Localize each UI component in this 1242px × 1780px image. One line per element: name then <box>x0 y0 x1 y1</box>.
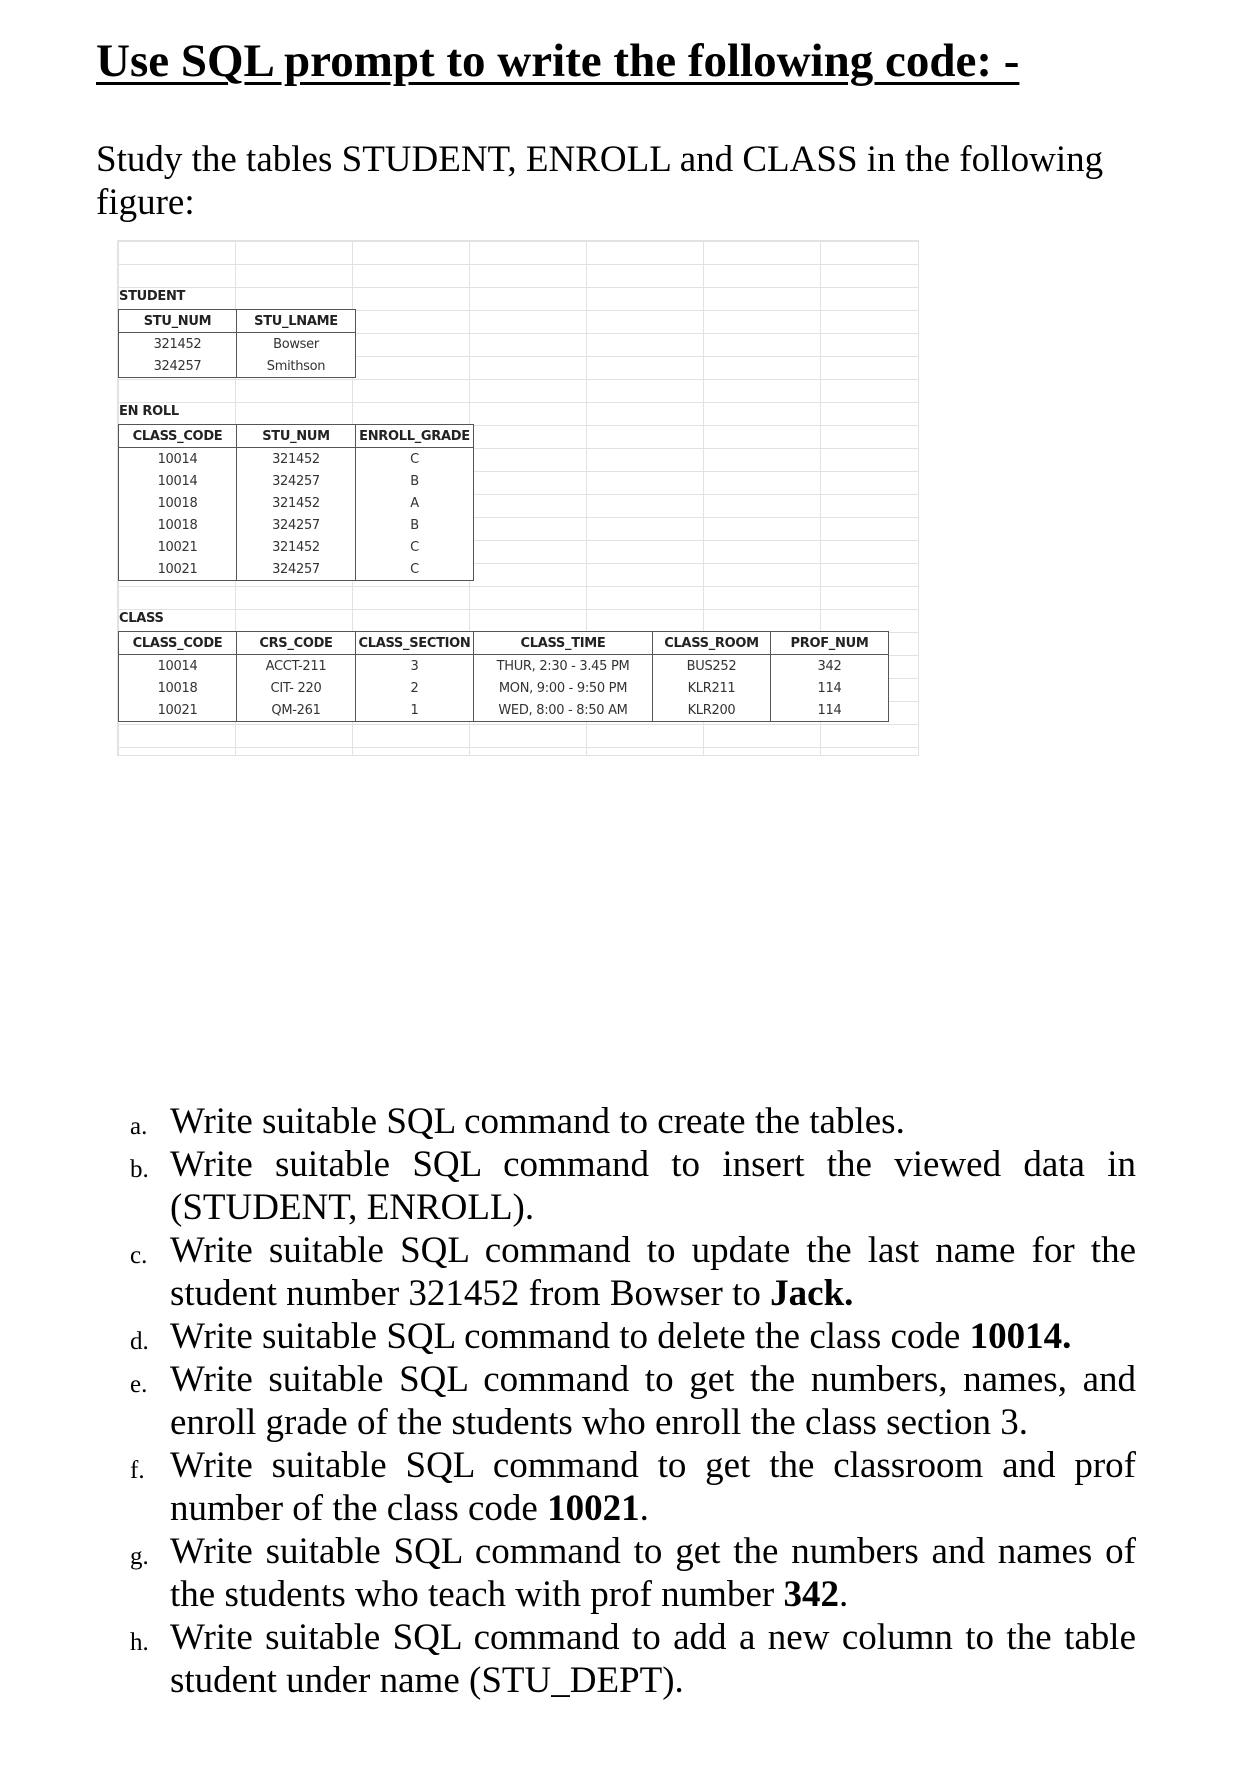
table-row <box>119 355 356 378</box>
intro-text: Study the tables STUDENT, ENROLL and CLASS in the following figure: <box>96 139 1104 223</box>
table-cell: 10021 <box>119 558 237 581</box>
table-cell: 10021 <box>119 699 237 722</box>
question-tail: . <box>838 1574 849 1615</box>
table-cell: BUS252 <box>653 655 771 678</box>
table-cell: C <box>356 536 474 558</box>
table-row <box>119 699 889 722</box>
enroll-table <box>118 424 474 581</box>
table-cell: 10014 <box>119 470 237 492</box>
question-text: Write suitable SQL command to get the numbers, names, and enroll grade of the students who enroll the class section 3. <box>170 1359 1136 1443</box>
question-text: Write suitable SQL command to delete the class code <box>170 1316 961 1357</box>
column-header: CLASS_ROOM <box>653 632 771 655</box>
column-header: CLASS_SECTION <box>356 632 474 655</box>
table-cell: C <box>356 448 474 471</box>
table-cell: C <box>356 558 474 581</box>
column-header: CLASS_CODE <box>119 425 237 448</box>
question-tail: . <box>639 1488 649 1529</box>
question-emphasis: 10021 <box>547 1488 640 1529</box>
table-cell: 10021 <box>119 536 237 558</box>
question-letter: a. <box>130 1113 148 1140</box>
table-cell: 321452 <box>119 333 237 356</box>
question-letter: f. <box>130 1457 145 1484</box>
table-row <box>119 558 474 581</box>
question-letter: g. <box>130 1543 149 1570</box>
table-cell: THUR, 2:30 - 3.45 PM <box>474 655 653 678</box>
column-header: STU_NUM <box>119 310 237 333</box>
enroll-table-caption: EN ROLL <box>119 404 179 419</box>
question-item <box>130 1530 1136 1616</box>
table-cell: CIT- 220 <box>237 677 356 699</box>
question-letter: b. <box>130 1156 149 1183</box>
table-row <box>119 514 474 536</box>
question-list <box>130 1100 1136 1702</box>
table-cell: 10014 <box>119 655 237 678</box>
table-cell: 114 <box>771 677 889 699</box>
table-cell: B <box>356 514 474 536</box>
table-cell: KLR211 <box>653 677 771 699</box>
question-letter: d. <box>130 1328 149 1355</box>
spreadsheet-figure <box>117 240 919 756</box>
table-row <box>119 536 474 558</box>
table-cell: 3 <box>356 655 474 678</box>
question-letter: e. <box>130 1371 148 1398</box>
table-cell: 342 <box>771 655 889 678</box>
page-title: Use SQL prompt to write the following code: - <box>96 35 1020 87</box>
question-item <box>130 1358 1136 1444</box>
question-text: Write suitable SQL command to get the classroom and prof number of the class code <box>170 1445 1136 1529</box>
table-cell: Bowser <box>237 333 356 356</box>
class-table-caption: CLASS <box>119 611 164 626</box>
table-row <box>119 655 889 678</box>
question-item <box>130 1315 1136 1358</box>
question-text: Write suitable SQL command to update the last name for the student number 321452 from Bowser to <box>170 1230 1136 1314</box>
question-letter: c. <box>130 1242 148 1269</box>
table-row <box>119 470 474 492</box>
question-text: Write suitable SQL command to create the tables. <box>170 1101 905 1142</box>
question-emphasis: Jack. <box>770 1273 854 1314</box>
table-cell: 1 <box>356 699 474 722</box>
table-row <box>119 448 474 471</box>
column-header: CRS_CODE <box>237 632 356 655</box>
question-text: Write suitable SQL command to add a new column to the table student under name (STU_DEPT). <box>170 1617 1136 1701</box>
table-cell: 321452 <box>237 448 356 471</box>
question-text: Write suitable SQL command to insert the viewed data in (STUDENT, ENROLL). <box>170 1144 1136 1228</box>
table-cell: 2 <box>356 677 474 699</box>
table-cell: 114 <box>771 699 889 722</box>
table-row <box>119 492 474 514</box>
student-table <box>118 309 356 378</box>
table-cell: MON, 9:00 - 9:50 PM <box>474 677 653 699</box>
question-item <box>130 1616 1136 1702</box>
table-cell: Smithson <box>237 355 356 378</box>
table-cell: KLR200 <box>653 699 771 722</box>
table-cell: WED, 8:00 - 8:50 AM <box>474 699 653 722</box>
question-item <box>130 1444 1136 1530</box>
question-text: Write suitable SQL command to get the numbers and names of the students who teach with prof number <box>170 1531 1136 1615</box>
table-row <box>119 333 356 356</box>
table-cell: 321452 <box>237 536 356 558</box>
table-cell: QM-261 <box>237 699 356 722</box>
column-header: ENROLL_GRADE <box>356 425 474 448</box>
question-item <box>130 1143 1136 1229</box>
question-item <box>130 1100 1136 1143</box>
table-cell: 324257 <box>119 355 237 378</box>
table-cell: 324257 <box>237 470 356 492</box>
table-cell: 324257 <box>237 558 356 581</box>
column-header: CLASS_CODE <box>119 632 237 655</box>
question-emphasis: 342 <box>783 1574 839 1615</box>
question-item <box>130 1229 1136 1315</box>
table-cell: 10018 <box>119 514 237 536</box>
column-header: PROF_NUM <box>771 632 889 655</box>
table-cell: 321452 <box>237 492 356 514</box>
table-row <box>119 677 889 699</box>
table-cell: 324257 <box>237 514 356 536</box>
table-cell: 10014 <box>119 448 237 471</box>
table-cell: B <box>356 470 474 492</box>
table-cell: A <box>356 492 474 514</box>
question-letter: h. <box>130 1629 149 1656</box>
table-cell: 10018 <box>119 492 237 514</box>
table-cell: 10018 <box>119 677 237 699</box>
table-cell: ACCT-211 <box>237 655 356 678</box>
class-table <box>118 631 889 722</box>
student-table-caption: STUDENT <box>119 289 186 304</box>
column-header: STU_LNAME <box>237 310 356 333</box>
column-header: CLASS_TIME <box>474 632 653 655</box>
question-emphasis: 10014. <box>969 1316 1072 1357</box>
column-header: STU_NUM <box>237 425 356 448</box>
